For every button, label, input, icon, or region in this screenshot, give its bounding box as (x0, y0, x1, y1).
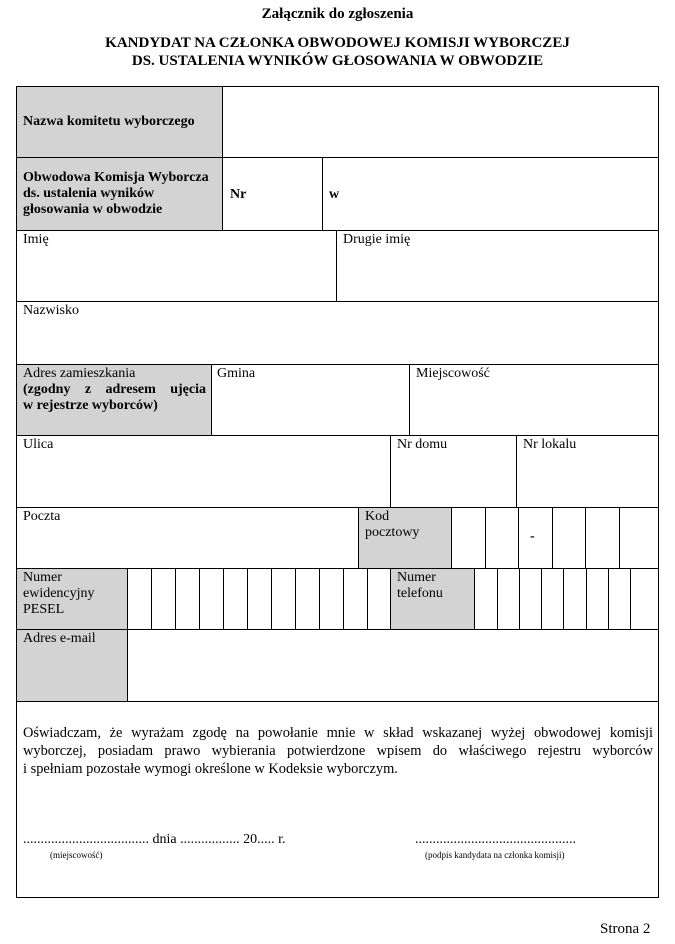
second-name-field[interactable] (337, 250, 658, 300)
surname-label: Nazwisko (23, 303, 79, 318)
declaration-line2: wyborczej, posiadam prawo wybierania potwierdzone wpisem do właściwego rejestru wyborców (23, 743, 653, 759)
signature-field[interactable] (415, 828, 595, 848)
second-name-label: Drugie imię (343, 232, 411, 247)
commission-nr-label: Nr (230, 187, 247, 202)
postal-code-second-part-field[interactable] (553, 508, 658, 567)
first-name-field[interactable] (17, 250, 335, 300)
address-label-line2: (zgodny z adresem ujęcia (23, 382, 206, 397)
page-number: Strona 2 (600, 921, 651, 937)
committee-name-label: Nazwa komitetu wyborczego (23, 114, 195, 129)
address-label-line3: w rejestrze wyborców) (23, 398, 158, 413)
year-label: 20..... r. (243, 832, 286, 847)
place-caption: (miejscowość) (50, 850, 103, 860)
committee-name-field[interactable] (223, 87, 658, 157)
phone-field[interactable] (475, 569, 658, 628)
surname-field[interactable] (17, 321, 658, 363)
address-label-line1: Adres zamieszkania (23, 366, 136, 381)
municipality-field[interactable] (212, 384, 408, 434)
date-field[interactable] (205, 828, 275, 848)
form-subtitle (0, 34, 675, 70)
house-number-field[interactable] (391, 455, 515, 506)
form-subtitle-line1: KANDYDAT NA CZŁONKA OBWODOWEJ KOMISJI WYBORCZEJ (105, 35, 570, 51)
place-field[interactable] (23, 828, 173, 848)
declaration-line1: Oświadczam, że wyrażam zgodę na powołanie mnie w skład wskazanej wyżej obwodowej komisji (23, 725, 653, 741)
signature-line: .............................................. (415, 832, 576, 847)
locality-label: Miejscowość (416, 366, 490, 381)
postal-code-label (365, 509, 419, 541)
postal-code-label-line2: pocztowy (365, 525, 420, 540)
first-name-label: Imię (23, 232, 49, 247)
postal-code-dash: - (530, 529, 535, 544)
pesel-label (23, 570, 95, 618)
email-field[interactable] (128, 630, 658, 700)
commission-label (23, 170, 218, 218)
flat-number-field[interactable] (517, 455, 658, 506)
email-label: Adres e-mail (23, 631, 96, 646)
phone-label (397, 570, 443, 602)
municipality-label: Gmina (217, 366, 256, 381)
form-subtitle-line2: DS. USTALENIA WYNIKÓW GŁOSOWANIA W OBWODZIE (131, 53, 544, 69)
flat-number-label: Nr lokalu (523, 437, 577, 452)
signature-caption: (podpis kandydata na członka komisji) (425, 850, 565, 860)
phone-label-line1: Numer (397, 570, 436, 585)
commission-label-line2: ds. ustalenia wyników (23, 186, 155, 201)
post-office-label: Poczta (23, 509, 61, 524)
post-office-field[interactable] (17, 527, 357, 567)
date-dots: ................. (180, 832, 240, 847)
place-dots: .................................... (23, 832, 149, 847)
declaration-text (23, 724, 653, 778)
pesel-label-line2: ewidencyjny (23, 586, 95, 601)
pesel-label-line1: Numer (23, 570, 62, 585)
commission-label-line3: głosowania w obwodzie (23, 202, 163, 217)
address-label (23, 366, 206, 414)
locality-field[interactable] (410, 384, 658, 434)
pesel-label-line3: PESEL (23, 602, 65, 617)
pesel-field[interactable] (128, 569, 390, 628)
street-field[interactable] (17, 455, 389, 506)
dnia-label: dnia (152, 832, 177, 847)
street-label: Ulica (23, 437, 54, 452)
commission-label-line1: Obwodowa Komisja Wyborcza (23, 170, 209, 185)
form-title: Załącznik do zgłoszenia (261, 6, 414, 22)
commission-location-field[interactable] (345, 160, 657, 228)
commission-number-field[interactable] (250, 160, 320, 228)
phone-label-line2: telefonu (397, 586, 443, 601)
commission-location-label: w (329, 187, 340, 202)
postal-code-label-line1: Kod (365, 509, 390, 524)
declaration-line3: i spełniam pozostałe wymogi określone w Kodeksie wyborczym. (23, 761, 398, 777)
house-number-label: Nr domu (397, 437, 448, 452)
postal-code-first-part-field[interactable] (452, 508, 552, 567)
